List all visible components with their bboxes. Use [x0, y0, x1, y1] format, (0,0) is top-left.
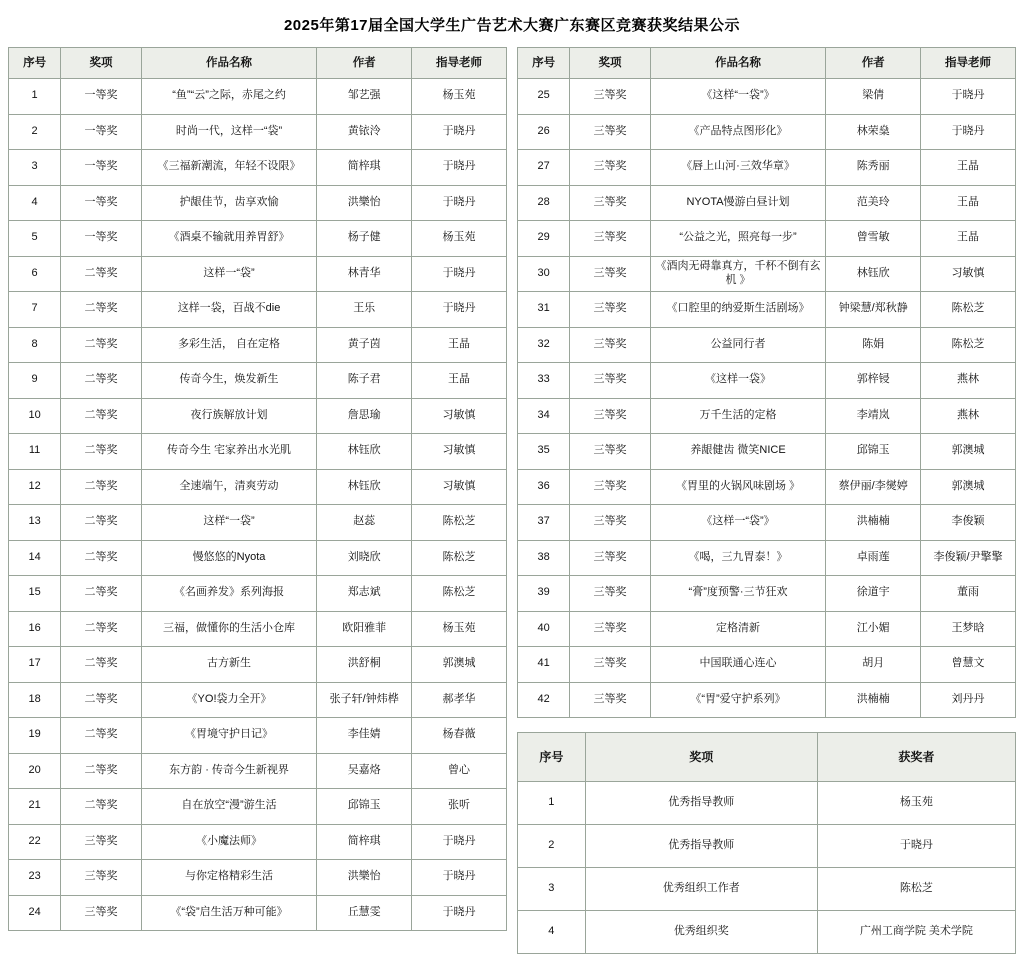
cell-no: 20: [9, 753, 61, 789]
cell-author: 曾雪敏: [826, 221, 921, 257]
cell-no: 15: [9, 576, 61, 612]
header-award: 奖项: [585, 733, 817, 782]
cell-teacher: 郭澳城: [921, 434, 1016, 470]
cell-teacher: 王晶: [921, 185, 1016, 221]
cell-no: 35: [518, 434, 570, 470]
table-row: [9, 895, 507, 931]
cell-teacher: 王晶: [921, 221, 1016, 257]
cell-author: 黄子茵: [317, 327, 412, 363]
cell-no: 3: [518, 868, 586, 911]
table-row: [518, 79, 1016, 115]
cell-work: 《名画养发》系列海报: [141, 576, 316, 612]
cell-author: 郑志斌: [317, 576, 412, 612]
table-row: [518, 611, 1016, 647]
cell-work: 时尚一代，这样一“袋”: [141, 114, 316, 150]
cell-award: 二等奖: [61, 434, 142, 470]
cell-work: 三福，做懂你的生活小仓库: [141, 611, 316, 647]
table-row: [9, 398, 507, 434]
cell-award: 优秀组织奖: [585, 911, 817, 954]
cell-work: 《这样一袋》: [650, 363, 825, 399]
cell-no: 4: [9, 185, 61, 221]
cell-author: 徐道宇: [826, 576, 921, 612]
table-row: [9, 469, 507, 505]
cell-award: 三等奖: [570, 79, 651, 115]
cell-teacher: 陈松芝: [921, 292, 1016, 328]
cell-teacher: 于晓丹: [412, 895, 507, 931]
table-row: [9, 824, 507, 860]
table-row: [518, 505, 1016, 541]
cell-no: 6: [9, 256, 61, 292]
cell-teacher: 郭澳城: [921, 469, 1016, 505]
cell-no: 13: [9, 505, 61, 541]
cell-work: 《这样一“袋”》: [650, 505, 825, 541]
cell-no: 2: [518, 825, 586, 868]
cell-teacher: 习敏慎: [412, 398, 507, 434]
cell-author: 洪舒桐: [317, 647, 412, 683]
header-row: [518, 48, 1016, 79]
header-teacher: 指导老师: [412, 48, 507, 79]
cell-teacher: 于晓丹: [412, 292, 507, 328]
cell-teacher: 刘丹丹: [921, 682, 1016, 718]
cell-author: 林钰欣: [826, 256, 921, 292]
cell-teacher: 杨玉苑: [412, 79, 507, 115]
cell-no: 34: [518, 398, 570, 434]
cell-author: 梁倩: [826, 79, 921, 115]
table-row: [518, 682, 1016, 718]
cell-person: 陈松芝: [817, 868, 1015, 911]
header-award: 奖项: [570, 48, 651, 79]
cell-no: 41: [518, 647, 570, 683]
table-row: [9, 292, 507, 328]
cell-no: 1: [9, 79, 61, 115]
cell-work: 养龈健齿 微笑NICE: [650, 434, 825, 470]
cell-work: 与你定格精彩生活: [141, 860, 316, 896]
cell-teacher: 杨玉苑: [412, 221, 507, 257]
cell-work: 中国联通心连心: [650, 647, 825, 683]
table-row: [9, 718, 507, 754]
cell-award: 三等奖: [570, 611, 651, 647]
cell-award: 三等奖: [570, 576, 651, 612]
cell-work: 《酒桌不输就用养胃舒》: [141, 221, 316, 257]
cell-teacher: 于晓丹: [412, 185, 507, 221]
cell-author: 江小媚: [826, 611, 921, 647]
cell-person: 杨玉苑: [817, 782, 1015, 825]
cell-no: 25: [518, 79, 570, 115]
cell-no: 29: [518, 221, 570, 257]
cell-teacher: 习敏慎: [412, 469, 507, 505]
header-teacher: 指导老师: [921, 48, 1016, 79]
cell-teacher: 于晓丹: [412, 150, 507, 186]
cell-award: 三等奖: [570, 327, 651, 363]
cell-no: 4: [518, 911, 586, 954]
cell-teacher: 曾心: [412, 753, 507, 789]
cell-award: 三等奖: [61, 824, 142, 860]
cell-work: NYOTA慢游白昼计划: [650, 185, 825, 221]
header-author: 作者: [317, 48, 412, 79]
cell-no: 19: [9, 718, 61, 754]
cell-teacher: 于晓丹: [921, 79, 1016, 115]
cell-teacher: 陈松芝: [412, 576, 507, 612]
cell-author: 刘晓欣: [317, 540, 412, 576]
cell-no: 30: [518, 256, 570, 292]
cell-teacher: 陈松芝: [412, 540, 507, 576]
table-row: [518, 647, 1016, 683]
cell-work: 《产品特点图形化》: [650, 114, 825, 150]
cell-teacher: 燕林: [921, 363, 1016, 399]
table-row: [518, 398, 1016, 434]
table-row: [9, 79, 507, 115]
cell-work: 定格清新: [650, 611, 825, 647]
cell-award: 三等奖: [570, 256, 651, 292]
cell-teacher: 陈松芝: [921, 327, 1016, 363]
awards-table-right: [517, 47, 1016, 718]
table-row: [9, 363, 507, 399]
table-row: [518, 540, 1016, 576]
header-person: 获奖者: [817, 733, 1015, 782]
cell-work: 《酒肉无碍靠真方，千杯不倒有玄机 》: [650, 256, 825, 292]
cell-award: 三等奖: [61, 895, 142, 931]
cell-teacher: 郝孝华: [412, 682, 507, 718]
cell-work: 《“袋”启生活万种可能》: [141, 895, 316, 931]
table-row: [9, 576, 507, 612]
cell-author: 卓雨莲: [826, 540, 921, 576]
header-no: 序号: [518, 48, 570, 79]
cell-no: 23: [9, 860, 61, 896]
cell-award: 二等奖: [61, 398, 142, 434]
cell-award: 三等奖: [570, 292, 651, 328]
cell-author: 丘慧雯: [317, 895, 412, 931]
cell-author: 陈子君: [317, 363, 412, 399]
cell-author: 林钰欣: [317, 434, 412, 470]
table-body-right: [518, 79, 1016, 718]
cell-teacher: 陈松芝: [412, 505, 507, 541]
cell-no: 40: [518, 611, 570, 647]
table-row: [518, 185, 1016, 221]
table-row: [518, 363, 1016, 399]
table-row: [9, 256, 507, 292]
cell-award: 三等奖: [570, 114, 651, 150]
cell-teacher: 董雨: [921, 576, 1016, 612]
cell-teacher: 王晶: [921, 150, 1016, 186]
cell-teacher: 习敏慎: [921, 256, 1016, 292]
cell-award: 三等奖: [570, 221, 651, 257]
cell-author: 简梓琪: [317, 150, 412, 186]
cell-author: 邱锦玉: [317, 789, 412, 825]
cell-teacher: 于晓丹: [412, 114, 507, 150]
cell-no: 1: [518, 782, 586, 825]
cell-award: 三等奖: [570, 505, 651, 541]
table-row: [9, 860, 507, 896]
cell-work: 《“胃”爱守护系列》: [650, 682, 825, 718]
cell-work: 《胃境守护日记》: [141, 718, 316, 754]
cell-no: 14: [9, 540, 61, 576]
cell-award: 优秀指导教师: [585, 782, 817, 825]
page-title: 2025年第17届全国大学生广告艺术大赛广东赛区竞赛获奖结果公示: [283, 17, 741, 34]
cell-work: 《口腔里的纳爱斯生活剧场》: [650, 292, 825, 328]
cell-award: 三等奖: [570, 150, 651, 186]
table-row: [518, 327, 1016, 363]
cell-author: 林青华: [317, 256, 412, 292]
cell-no: 38: [518, 540, 570, 576]
cell-work: 《小魔法师》: [141, 824, 316, 860]
cell-teacher: 燕林: [921, 398, 1016, 434]
cell-award: 一等奖: [61, 150, 142, 186]
cell-teacher: 于晓丹: [921, 114, 1016, 150]
table-row: [518, 434, 1016, 470]
cell-work: 古方新生: [141, 647, 316, 683]
cell-work: 公益同行者: [650, 327, 825, 363]
cell-award: 三等奖: [61, 860, 142, 896]
cell-no: 18: [9, 682, 61, 718]
cell-no: 5: [9, 221, 61, 257]
cell-work: 《三福新潮流，年轻不设限》: [141, 150, 316, 186]
cell-person: 广州工商学院 美术学院: [817, 911, 1015, 954]
cell-author: 洪樂怡: [317, 185, 412, 221]
cell-no: 24: [9, 895, 61, 931]
cell-author: 王乐: [317, 292, 412, 328]
cell-teacher: 于晓丹: [412, 256, 507, 292]
cell-teacher: 习敏慎: [412, 434, 507, 470]
table-head-right: [518, 48, 1016, 79]
cell-author: 邹艺强: [317, 79, 412, 115]
cell-work: “鱼”“云”之际，赤尾之约: [141, 79, 316, 115]
cell-author: 林荣燊: [826, 114, 921, 150]
cell-author: 李靖岚: [826, 398, 921, 434]
table-row: [9, 185, 507, 221]
honor-table-row: [518, 825, 1016, 868]
cell-teacher: 郭澳城: [412, 647, 507, 683]
cell-work: 这样一“袋”: [141, 256, 316, 292]
cell-work: 传奇今生，焕发新生: [141, 363, 316, 399]
honor-table-row: [518, 868, 1016, 911]
table-row: [9, 505, 507, 541]
cell-award: 二等奖: [61, 505, 142, 541]
cell-work: 《唇上山河·三效华章》: [650, 150, 825, 186]
table-row: [518, 221, 1016, 257]
tables-container: [0, 47, 1024, 954]
table-row: [9, 150, 507, 186]
table-row: [9, 114, 507, 150]
table-row: [9, 540, 507, 576]
cell-teacher: 张听: [412, 789, 507, 825]
cell-person: 于晓丹: [817, 825, 1015, 868]
cell-no: 8: [9, 327, 61, 363]
cell-author: 欧阳雅菲: [317, 611, 412, 647]
header-work: 作品名称: [141, 48, 316, 79]
cell-award: 三等奖: [570, 469, 651, 505]
cell-no: 33: [518, 363, 570, 399]
cell-award: 二等奖: [61, 611, 142, 647]
cell-award: 三等奖: [570, 682, 651, 718]
cell-teacher: 于晓丹: [412, 860, 507, 896]
cell-author: 陈娟: [826, 327, 921, 363]
honor-table-body: [518, 782, 1016, 954]
cell-work: 《喝，三九胃泰！》: [650, 540, 825, 576]
cell-teacher: 李俊颖: [921, 505, 1016, 541]
cell-work: 《YO!袋力全开》: [141, 682, 316, 718]
cell-teacher: 李俊颖/尹擎擎: [921, 540, 1016, 576]
cell-award: 二等奖: [61, 647, 142, 683]
cell-author: 简梓琪: [317, 824, 412, 860]
table-row: [518, 150, 1016, 186]
cell-no: 11: [9, 434, 61, 470]
table-row: [518, 576, 1016, 612]
honor-table: [517, 732, 1016, 954]
cell-award: 二等奖: [61, 789, 142, 825]
cell-award: 二等奖: [61, 576, 142, 612]
cell-no: 12: [9, 469, 61, 505]
cell-no: 39: [518, 576, 570, 612]
right-column: [517, 47, 1016, 954]
table-row: [9, 789, 507, 825]
cell-no: 27: [518, 150, 570, 186]
cell-teacher: 杨春薇: [412, 718, 507, 754]
cell-author: 邱锦玉: [826, 434, 921, 470]
cell-author: 蔡伊丽/李爕婷: [826, 469, 921, 505]
cell-author: 张子轩/钟炜桦: [317, 682, 412, 718]
header-no: 序号: [9, 48, 61, 79]
cell-work: 《胃里的火锅风味剧场 》: [650, 469, 825, 505]
cell-award: 二等奖: [61, 753, 142, 789]
cell-teacher: 王梦晗: [921, 611, 1016, 647]
cell-no: 16: [9, 611, 61, 647]
table-row: [9, 647, 507, 683]
table-row: [9, 753, 507, 789]
cell-award: 三等奖: [570, 363, 651, 399]
cell-award: 一等奖: [61, 79, 142, 115]
cell-work: “公益之光，照亮每一步”: [650, 221, 825, 257]
cell-award: 三等奖: [570, 540, 651, 576]
cell-no: 3: [9, 150, 61, 186]
cell-work: “膏”度预警·三节狂欢: [650, 576, 825, 612]
cell-award: 二等奖: [61, 256, 142, 292]
cell-work: 夜行族解放计划: [141, 398, 316, 434]
cell-author: 黄铱泠: [317, 114, 412, 150]
cell-award: 二等奖: [61, 682, 142, 718]
table-row: [9, 221, 507, 257]
cell-award: 三等奖: [570, 647, 651, 683]
cell-award: 二等奖: [61, 718, 142, 754]
cell-work: 东方韵 · 传奇今生新视界: [141, 753, 316, 789]
cell-work: 自在放空“漫”游生活: [141, 789, 316, 825]
cell-teacher: 于晓丹: [412, 824, 507, 860]
cell-work: 慢悠悠的Nyota: [141, 540, 316, 576]
cell-award: 一等奖: [61, 185, 142, 221]
honor-table-row: [518, 782, 1016, 825]
cell-award: 优秀组织工作者: [585, 868, 817, 911]
cell-award: 二等奖: [61, 469, 142, 505]
cell-award: 二等奖: [61, 292, 142, 328]
cell-author: 洪楠楠: [826, 505, 921, 541]
cell-award: 二等奖: [61, 327, 142, 363]
cell-author: 杨子健: [317, 221, 412, 257]
cell-award: 三等奖: [570, 434, 651, 470]
cell-no: 9: [9, 363, 61, 399]
cell-work: 护龈佳节，齿享欢愉: [141, 185, 316, 221]
table-body-left: [9, 79, 507, 931]
header-row: [518, 733, 1016, 782]
cell-work: 《这样“一袋”》: [650, 79, 825, 115]
header-no: 序号: [518, 733, 586, 782]
cell-author: 范美玲: [826, 185, 921, 221]
table-row: [518, 292, 1016, 328]
cell-no: 7: [9, 292, 61, 328]
cell-work: 万千生活的定格: [650, 398, 825, 434]
table-row: [9, 682, 507, 718]
cell-work: 这样一袋，百战不die: [141, 292, 316, 328]
cell-teacher: 曾慧文: [921, 647, 1016, 683]
table-row: [9, 611, 507, 647]
cell-author: 李佳婧: [317, 718, 412, 754]
header-row: [9, 48, 507, 79]
honor-table-head: [518, 733, 1016, 782]
cell-author: 钟梁慧/郑秋静: [826, 292, 921, 328]
cell-teacher: 王晶: [412, 363, 507, 399]
cell-teacher: 王晶: [412, 327, 507, 363]
cell-teacher: 杨玉苑: [412, 611, 507, 647]
cell-author: 詹思瑜: [317, 398, 412, 434]
table-head-left: [9, 48, 507, 79]
table-row: [9, 434, 507, 470]
cell-award: 三等奖: [570, 185, 651, 221]
cell-no: 31: [518, 292, 570, 328]
cell-no: 10: [9, 398, 61, 434]
cell-no: 28: [518, 185, 570, 221]
table-row: [518, 114, 1016, 150]
cell-author: 吴嘉烙: [317, 753, 412, 789]
cell-author: 洪楠楠: [826, 682, 921, 718]
cell-work: 全速端午，清爽劳动: [141, 469, 316, 505]
cell-no: 32: [518, 327, 570, 363]
cell-no: 26: [518, 114, 570, 150]
awards-table-left: [8, 47, 507, 931]
cell-award: 一等奖: [61, 114, 142, 150]
cell-no: 21: [9, 789, 61, 825]
cell-no: 22: [9, 824, 61, 860]
cell-award: 二等奖: [61, 363, 142, 399]
cell-no: 37: [518, 505, 570, 541]
cell-no: 42: [518, 682, 570, 718]
cell-author: 胡月: [826, 647, 921, 683]
honor-table-wrapper: [517, 732, 1016, 954]
cell-work: 这样“一袋”: [141, 505, 316, 541]
header-author: 作者: [826, 48, 921, 79]
honor-table-row: [518, 911, 1016, 954]
table-row: [9, 327, 507, 363]
cell-no: 17: [9, 647, 61, 683]
cell-no: 2: [9, 114, 61, 150]
cell-no: 36: [518, 469, 570, 505]
table-row: [518, 469, 1016, 505]
cell-award: 优秀指导教师: [585, 825, 817, 868]
cell-author: 洪樂怡: [317, 860, 412, 896]
header-award: 奖项: [61, 48, 142, 79]
cell-award: 二等奖: [61, 540, 142, 576]
cell-award: 一等奖: [61, 221, 142, 257]
cell-author: 赵蕊: [317, 505, 412, 541]
left-column: [8, 47, 507, 931]
cell-work: 多彩生活， 自在定格: [141, 327, 316, 363]
cell-author: 陈秀丽: [826, 150, 921, 186]
header-work: 作品名称: [650, 48, 825, 79]
cell-work: 传奇今生 宅家养出水光肌: [141, 434, 316, 470]
cell-award: 三等奖: [570, 398, 651, 434]
cell-author: 林钰欣: [317, 469, 412, 505]
cell-author: 郭梓锓: [826, 363, 921, 399]
table-row: [518, 256, 1016, 292]
